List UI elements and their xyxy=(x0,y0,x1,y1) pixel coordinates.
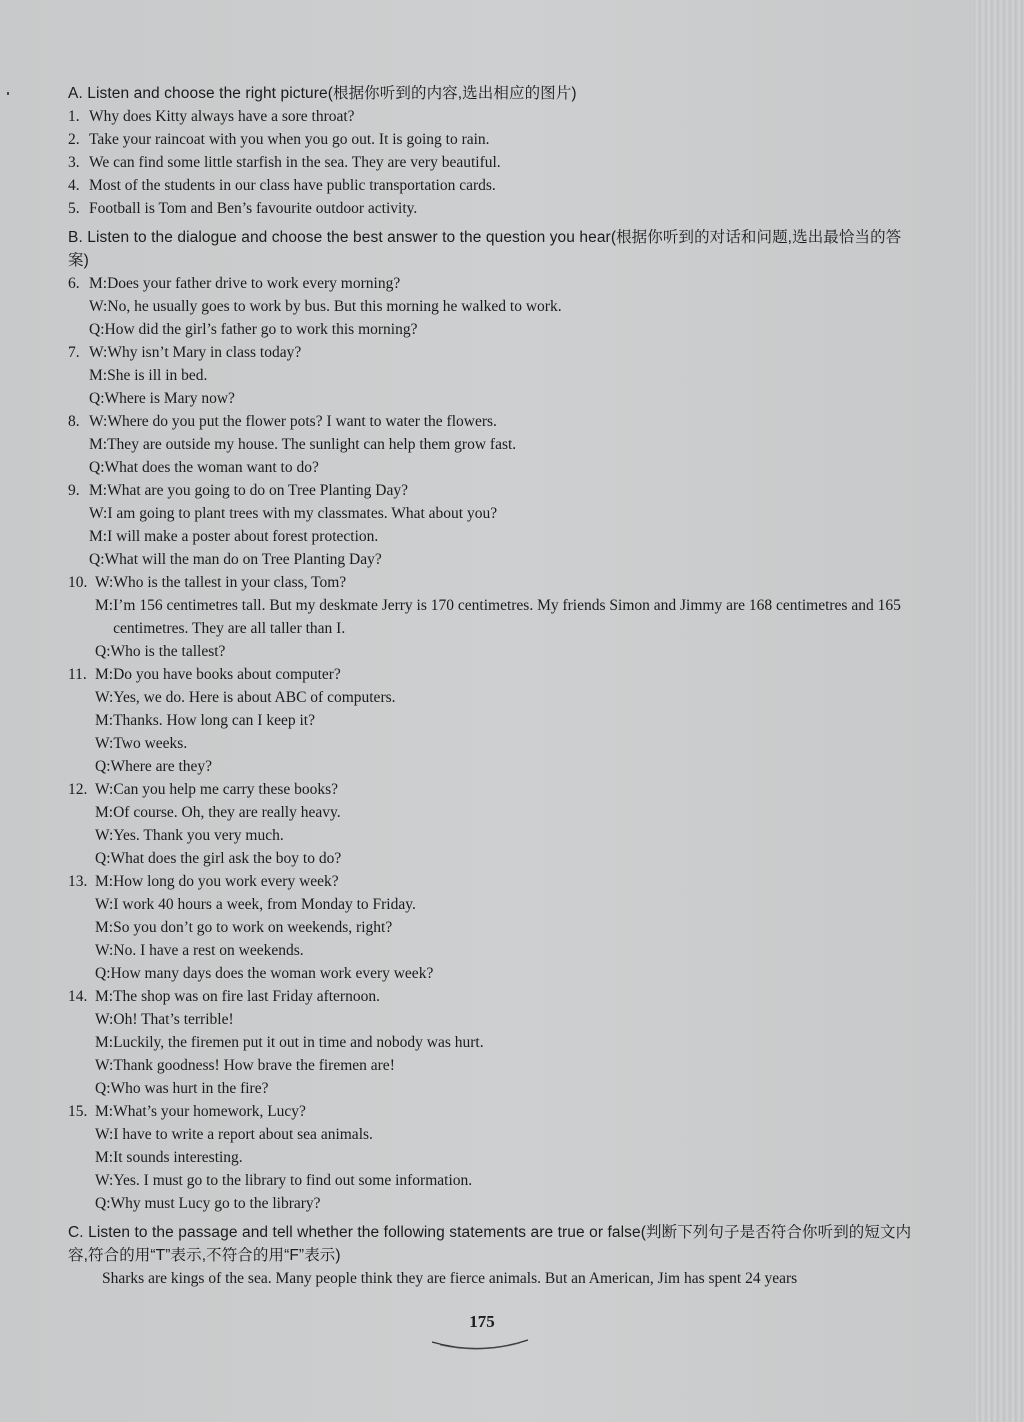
dialogue-number: 7. xyxy=(68,344,80,361)
dialogue-turn xyxy=(95,1169,913,1192)
item-text: Football is Tom and Ben’s favourite outdoor activity. xyxy=(89,200,418,217)
dialogue-number: 10. xyxy=(68,574,88,591)
dialogue-turns xyxy=(95,571,913,663)
speaker-line: I have to write a report about sea animals. xyxy=(113,1126,373,1143)
dialogue-turn xyxy=(95,824,913,847)
dialogue-turn xyxy=(89,272,913,295)
speaker-label: M: xyxy=(95,873,114,890)
speaker-label: Q: xyxy=(95,1195,111,1212)
dialogue-turn xyxy=(95,1054,913,1077)
speaker-line: Who is the tallest in your class, Tom? xyxy=(113,574,347,591)
speaker-label: W: xyxy=(95,735,114,752)
dialogue-turn xyxy=(89,318,913,341)
item-text: Most of the students in our class have public transportation cards. xyxy=(89,177,496,194)
dialogue-item xyxy=(68,985,913,1100)
dialogue-number: 12. xyxy=(68,781,88,798)
speaker-line: Luckily, the firemen put it out in time and nobody was hurt. xyxy=(113,1034,484,1051)
dialogue-item xyxy=(68,663,913,778)
item-text: We can find some little starfish in the sea. They are very beautiful. xyxy=(89,154,501,171)
speaker-label: Q: xyxy=(89,390,105,407)
dialogue-turn xyxy=(95,962,913,985)
speaker-label: M: xyxy=(95,1103,114,1120)
section-a-item xyxy=(68,197,913,220)
dialogue-turn xyxy=(95,1146,913,1169)
speaker-label: M: xyxy=(89,367,108,384)
page-swoosh-ornament xyxy=(430,1336,530,1352)
dialogue-turn xyxy=(95,801,913,824)
speaker-label: Q: xyxy=(95,850,111,867)
speaker-line: Why isn’t Mary in class today? xyxy=(107,344,302,361)
dialogue-number: 9. xyxy=(68,482,80,499)
speaker-line: I am going to plant trees with my classmates. What about you? xyxy=(107,505,498,522)
dialogue-turn xyxy=(95,709,913,732)
section-b-heading: B. Listen to the dialogue and choose the best answer to the question you hear(根据你听到的对话和问题,选出最恰当的答案) xyxy=(68,229,902,269)
speaker-line: Yes. Thank you very much. xyxy=(113,827,284,844)
dialogue-turn xyxy=(95,663,913,686)
speaker-line: She is ill in bed. xyxy=(107,367,208,384)
speaker-line: What will the man do on Tree Planting Day? xyxy=(104,551,382,568)
dialogue-turn xyxy=(95,640,913,663)
speaker-label: W: xyxy=(95,689,114,706)
speaker-label: M: xyxy=(95,666,114,683)
dialogue-turn xyxy=(95,916,913,939)
dialogue-turn xyxy=(89,364,913,387)
speaker-line: Of course. Oh, they are really heavy. xyxy=(113,804,341,821)
dialogue-number: 11. xyxy=(68,666,87,683)
dialogue-turn xyxy=(95,847,913,870)
speaker-line: Why must Lucy go to the library? xyxy=(110,1195,321,1212)
dialogue-item xyxy=(68,341,913,410)
section-a-item xyxy=(68,105,913,128)
dialogue-turns xyxy=(95,1100,913,1215)
speaker-label: Q: xyxy=(89,321,105,338)
dialogue-number: 6. xyxy=(68,275,80,292)
dialogue-turn xyxy=(89,525,913,548)
dialogue-turn xyxy=(95,1077,913,1100)
speaker-label: W: xyxy=(95,574,114,591)
speaker-label: W: xyxy=(95,1057,114,1074)
dialogue-turns xyxy=(95,985,913,1100)
speaker-line: What are you going to do on Tree Planting Day? xyxy=(107,482,409,499)
speaker-label: W: xyxy=(89,298,108,315)
speaker-label: M: xyxy=(95,1149,114,1166)
dialogue-turn xyxy=(95,1123,913,1146)
speaker-label: W: xyxy=(95,1172,114,1189)
speaker-line: What does the girl ask the boy to do? xyxy=(110,850,342,867)
speaker-label: W: xyxy=(95,781,114,798)
section-a-item xyxy=(68,128,913,151)
speaker-label: M: xyxy=(89,528,108,545)
dialogue-turn xyxy=(95,755,913,778)
speaker-label: Q: xyxy=(95,965,111,982)
item-number: 2. xyxy=(68,131,80,148)
dialogue-turn xyxy=(89,295,913,318)
dialogue-item xyxy=(68,479,913,571)
speaker-line: So you don’t go to work on weekends, right? xyxy=(113,919,393,936)
dialogue-turn xyxy=(95,686,913,709)
page-spine xyxy=(974,0,1024,1422)
dialogue-item xyxy=(68,410,913,479)
speaker-line: It sounds interesting. xyxy=(113,1149,243,1166)
speaker-line: Yes. I must go to the library to find out some information. xyxy=(113,1172,473,1189)
dialogue-number: 8. xyxy=(68,413,80,430)
speaker-line: Who was hurt in the fire? xyxy=(110,1080,269,1097)
speaker-label: W: xyxy=(89,344,108,361)
speaker-line: Two weeks. xyxy=(113,735,188,752)
dialogue-turns xyxy=(89,479,913,571)
dialogue-number: 15. xyxy=(68,1103,88,1120)
section-a-item xyxy=(68,151,913,174)
dialogue-turn xyxy=(89,479,913,502)
speaker-line: No, he usually goes to work by bus. But this morning he walked to work. xyxy=(107,298,562,315)
speaker-label: W: xyxy=(95,827,114,844)
speaker-line: Who is the tallest? xyxy=(110,643,226,660)
section-c-heading: C. Listen to the passage and tell whether the following statements are true or false(判断下列句子是否符合你听到的短文内容,符合的用“T”表示,不符合的用“F”表示) xyxy=(68,1224,912,1264)
dialogue-turn xyxy=(89,387,913,410)
speaker-label: W: xyxy=(89,413,108,430)
speaker-line: They are outside my house. The sunlight can help them grow fast. xyxy=(107,436,517,453)
speaker-label: M: xyxy=(95,804,114,821)
dialogue-turn xyxy=(95,732,913,755)
dialogue-turn xyxy=(95,594,913,640)
dialogue-turn xyxy=(95,1192,913,1215)
page-number: 175 xyxy=(469,1312,495,1331)
speaker-line: I’m 156 centimetres tall. But my deskmate Jerry is 170 centimetres. My friends Simon and Jimmy are 168 centimetres and 165 centimetres. They are all taller than I. xyxy=(113,597,901,637)
speaker-line: Where are they? xyxy=(110,758,213,775)
item-number: 3. xyxy=(68,154,80,171)
item-number: 1. xyxy=(68,108,80,125)
section-c-passage: Sharks are kings of the sea. Many people think they are fierce animals. But an American, Jim has spent 24 years xyxy=(102,1270,798,1287)
section-a-item xyxy=(68,174,913,197)
dialogue-turns xyxy=(95,870,913,985)
dialogue-turn xyxy=(89,456,913,479)
speaker-label: W: xyxy=(89,505,108,522)
section-a-heading: A. Listen and choose the right picture(根据你听到的内容,选出相应的图片) xyxy=(68,85,577,102)
item-text: Take your raincoat with you when you go out. It is going to rain. xyxy=(89,131,490,148)
speaker-line: Can you help me carry these books? xyxy=(113,781,339,798)
speaker-label: M: xyxy=(89,482,108,499)
dialogue-turn xyxy=(95,1100,913,1123)
dialogue-number: 14. xyxy=(68,988,88,1005)
speaker-line: I work 40 hours a week, from Monday to Friday. xyxy=(113,896,416,913)
section-b-dialogues xyxy=(68,272,913,1215)
speaker-label: M: xyxy=(89,436,108,453)
dialogue-turns xyxy=(89,272,913,341)
speaker-line: The shop was on fire last Friday afternoon. xyxy=(113,988,380,1005)
page-content xyxy=(68,82,913,1290)
dialogue-turns xyxy=(89,341,913,410)
dialogue-turns xyxy=(89,410,913,479)
section-a-items xyxy=(68,105,913,220)
item-text: Why does Kitty always have a sore throat? xyxy=(89,108,355,125)
dialogue-turns xyxy=(95,663,913,778)
dialogue-turn xyxy=(95,870,913,893)
speaker-label: M: xyxy=(89,275,108,292)
dialogue-turn xyxy=(89,548,913,571)
speaker-label: M: xyxy=(95,597,114,614)
dialogue-item xyxy=(68,778,913,870)
dialogue-turn xyxy=(89,433,913,456)
speaker-label: M: xyxy=(95,712,114,729)
speaker-line: How many days does the woman work every week? xyxy=(110,965,434,982)
dialogue-item xyxy=(68,870,913,985)
speaker-line: Thanks. How long can I keep it? xyxy=(113,712,315,729)
dialogue-turn xyxy=(89,410,913,433)
dialogue-item xyxy=(68,272,913,341)
speaker-label: Q: xyxy=(89,459,105,476)
speaker-line: I will make a poster about forest protection. xyxy=(107,528,379,545)
speaker-line: How long do you work every week? xyxy=(113,873,339,890)
item-number: 4. xyxy=(68,177,80,194)
speaker-label: M: xyxy=(95,1034,114,1051)
speaker-line: Does your father drive to work every morning? xyxy=(107,275,401,292)
dialogue-turn xyxy=(95,1031,913,1054)
dialogue-turns xyxy=(95,778,913,870)
speaker-label: W: xyxy=(95,896,114,913)
speaker-label: W: xyxy=(95,1011,114,1028)
speaker-line: What’s your homework, Lucy? xyxy=(113,1103,306,1120)
speaker-line: Thank goodness! How brave the firemen are! xyxy=(113,1057,395,1074)
margin-mark xyxy=(7,92,9,95)
dialogue-turn xyxy=(95,778,913,801)
speaker-label: Q: xyxy=(95,758,111,775)
speaker-line: Do you have books about computer? xyxy=(113,666,341,683)
dialogue-turn xyxy=(89,502,913,525)
speaker-label: Q: xyxy=(89,551,105,568)
item-number: 5. xyxy=(68,200,80,217)
speaker-label: M: xyxy=(95,988,114,1005)
speaker-line: How did the girl’s father go to work this morning? xyxy=(104,321,418,338)
speaker-line: Where is Mary now? xyxy=(104,390,235,407)
dialogue-turn xyxy=(95,939,913,962)
dialogue-turn xyxy=(95,571,913,594)
dialogue-number: 13. xyxy=(68,873,88,890)
speaker-line: Where do you put the flower pots? I want to water the flowers. xyxy=(107,413,497,430)
speaker-label: Q: xyxy=(95,643,111,660)
dialogue-turn xyxy=(95,985,913,1008)
speaker-label: Q: xyxy=(95,1080,111,1097)
dialogue-item xyxy=(68,1100,913,1215)
speaker-line: Yes, we do. Here is about ABC of computers. xyxy=(113,689,396,706)
dialogue-turn xyxy=(95,1008,913,1031)
dialogue-item xyxy=(68,571,913,663)
speaker-label: M: xyxy=(95,919,114,936)
speaker-label: W: xyxy=(95,942,114,959)
speaker-label: W: xyxy=(95,1126,114,1143)
dialogue-turn xyxy=(95,893,913,916)
speaker-line: What does the woman want to do? xyxy=(104,459,319,476)
dialogue-turn xyxy=(89,341,913,364)
speaker-line: No. I have a rest on weekends. xyxy=(113,942,304,959)
speaker-line: Oh! That’s terrible! xyxy=(113,1011,234,1028)
